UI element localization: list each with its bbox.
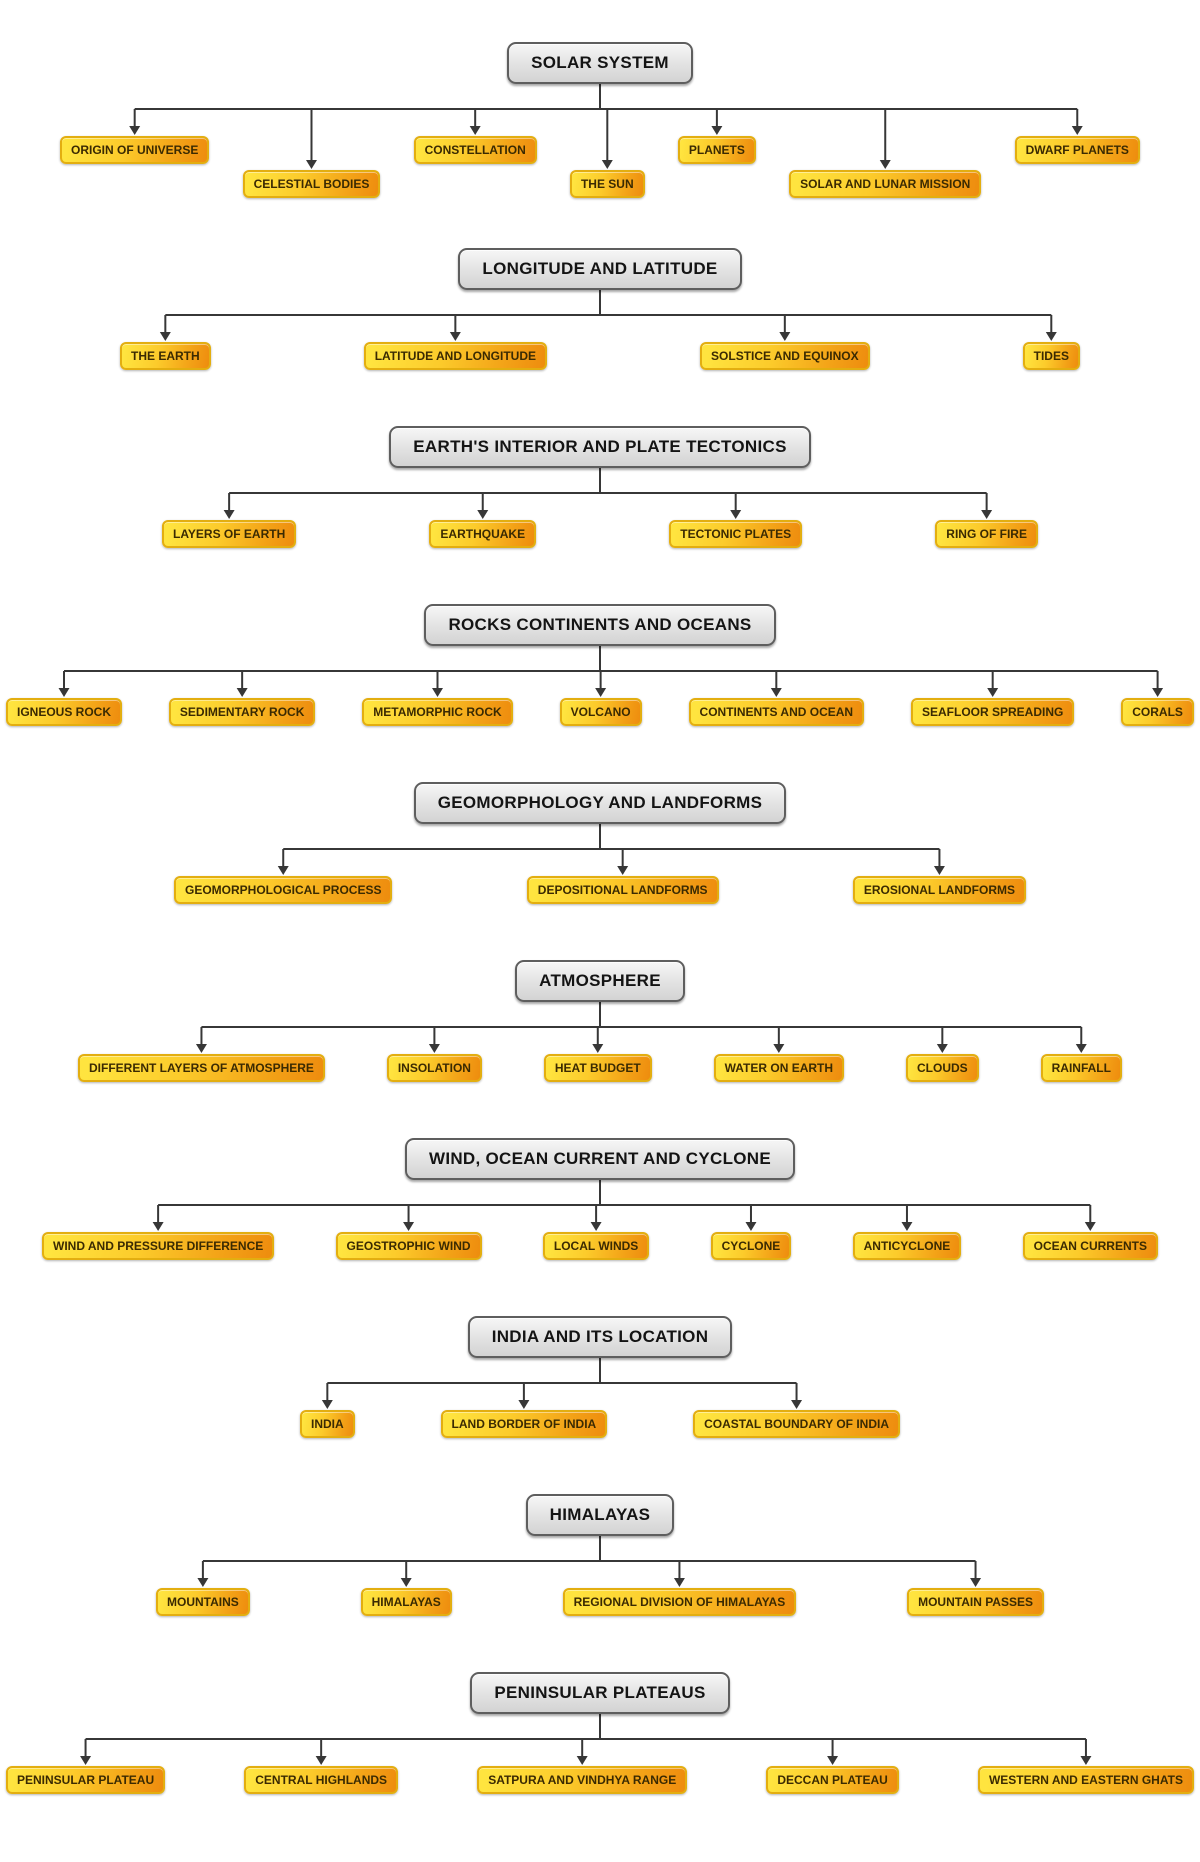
subtopic-deccan-plateau[interactable]: DECCAN PLATEAU <box>766 1766 898 1794</box>
subtopic-satpura-and-vindhya-range[interactable]: SATPURA AND VINDHYA RANGE <box>477 1766 687 1794</box>
topic-header-atmosphere[interactable]: ATMOSPHERE <box>515 960 685 1002</box>
topic-header-wind-ocean-current-and-cyclone[interactable]: WIND, OCEAN CURRENT AND CYCLONE <box>405 1138 795 1180</box>
subtopic-ring-of-fire[interactable]: RING OF FIRE <box>935 520 1038 548</box>
subtopic-constellation[interactable]: CONSTELLATION <box>414 136 537 164</box>
subtopic-land-border-of-india[interactable]: LAND BORDER OF INDIA <box>441 1410 608 1438</box>
subtopic-peninsular-plateau[interactable]: PENINSULAR PLATEAU <box>6 1766 165 1794</box>
section-longitude-and-latitude <box>0 248 1200 370</box>
concept-map <box>0 42 1200 1794</box>
subtopics-row <box>120 342 1080 370</box>
subtopic-the-earth[interactable]: THE EARTH <box>120 342 211 370</box>
subtopics-row <box>78 1054 1122 1082</box>
subtopic-heat-budget[interactable]: HEAT BUDGET <box>544 1054 652 1082</box>
subtopic-local-winds[interactable]: LOCAL WINDS <box>543 1232 649 1260</box>
subtopics-row <box>174 876 1026 904</box>
subtopic-india[interactable]: INDIA <box>300 1410 355 1438</box>
subtopic-western-and-eastern-ghats[interactable]: WESTERN AND EASTERN GHATS <box>978 1766 1194 1794</box>
subtopic-regional-division-of-himalayas[interactable]: REGIONAL DIVISION OF HIMALAYAS <box>563 1588 797 1616</box>
topic-header-himalayas[interactable]: HIMALAYAS <box>526 1494 675 1536</box>
subtopic-metamorphic-rock[interactable]: METAMORPHIC ROCK <box>362 698 512 726</box>
subtopic-the-sun[interactable]: THE SUN <box>570 170 645 198</box>
subtopic-cyclone[interactable]: CYCLONE <box>711 1232 792 1260</box>
section-rocks-continents-and-oceans <box>0 604 1200 726</box>
subtopic-geomorphological-process[interactable]: GEOMORPHOLOGICAL PROCESS <box>174 876 392 904</box>
subtopic-solstice-and-equinox[interactable]: SOLSTICE AND EQUINOX <box>700 342 870 370</box>
subtopic-dwarf-planets[interactable]: DWARF PLANETS <box>1015 136 1140 164</box>
topic-header-rocks-continents-and-oceans[interactable]: ROCKS CONTINENTS AND OCEANS <box>424 604 775 646</box>
subtopic-igneous-rock[interactable]: IGNEOUS ROCK <box>6 698 122 726</box>
subtopic-planets[interactable]: PLANETS <box>678 136 756 164</box>
subtopic-geostrophic-wind[interactable]: GEOSTROPHIC WIND <box>336 1232 482 1260</box>
subtopic-volcano[interactable]: VOLCANO <box>560 698 642 726</box>
section-atmosphere <box>0 960 1200 1082</box>
subtopic-celestial-bodies[interactable]: CELESTIAL BODIES <box>243 170 381 198</box>
subtopic-corals[interactable]: CORALS <box>1121 698 1194 726</box>
subtopic-layers-of-earth[interactable]: LAYERS OF EARTH <box>162 520 296 548</box>
subtopics-row <box>300 1410 900 1438</box>
subtopic-tides[interactable]: TIDES <box>1023 342 1080 370</box>
subtopic-continents-and-ocean[interactable]: CONTINENTS AND OCEAN <box>689 698 865 726</box>
subtopic-erosional-landforms[interactable]: EROSIONAL LANDFORMS <box>853 876 1026 904</box>
subtopics-row <box>162 520 1038 548</box>
subtopic-coastal-boundary-of-india[interactable]: COASTAL BOUNDARY OF INDIA <box>693 1410 900 1438</box>
subtopic-insolation[interactable]: INSOLATION <box>387 1054 482 1082</box>
section-earth-s-interior-and-plate-tectonics <box>0 426 1200 548</box>
subtopic-sedimentary-rock[interactable]: SEDIMENTARY ROCK <box>169 698 315 726</box>
section-peninsular-plateaus <box>0 1672 1200 1794</box>
subtopic-tectonic-plates[interactable]: TECTONIC PLATES <box>669 520 802 548</box>
subtopic-wind-and-pressure-difference[interactable]: WIND AND PRESSURE DIFFERENCE <box>42 1232 274 1260</box>
subtopic-anticyclone[interactable]: ANTICYCLONE <box>853 1232 962 1260</box>
subtopic-solar-and-lunar-mission[interactable]: SOLAR AND LUNAR MISSION <box>789 170 981 198</box>
subtopic-depositional-landforms[interactable]: DEPOSITIONAL LANDFORMS <box>527 876 719 904</box>
subtopic-ocean-currents[interactable]: OCEAN CURRENTS <box>1023 1232 1158 1260</box>
topic-header-peninsular-plateaus[interactable]: PENINSULAR PLATEAUS <box>470 1672 729 1714</box>
section-solar-system <box>0 42 1200 198</box>
subtopic-water-on-earth[interactable]: WATER ON EARTH <box>714 1054 844 1082</box>
topic-header-earth-s-interior-and-plate-tectonics[interactable]: EARTH'S INTERIOR AND PLATE TECTONICS <box>389 426 810 468</box>
section-geomorphology-and-landforms <box>0 782 1200 904</box>
section-india-and-its-location <box>0 1316 1200 1438</box>
subtopics-row <box>6 698 1194 726</box>
section-wind-ocean-current-and-cyclone <box>0 1138 1200 1260</box>
subtopics-row <box>60 136 1140 198</box>
subtopic-latitude-and-longitude[interactable]: LATITUDE AND LONGITUDE <box>364 342 547 370</box>
topic-header-geomorphology-and-landforms[interactable]: GEOMORPHOLOGY AND LANDFORMS <box>414 782 787 824</box>
topic-header-longitude-and-latitude[interactable]: LONGITUDE AND LATITUDE <box>458 248 741 290</box>
subtopic-origin-of-universe[interactable]: ORIGIN OF UNIVERSE <box>60 136 209 164</box>
subtopics-row <box>6 1766 1194 1794</box>
section-himalayas <box>0 1494 1200 1616</box>
subtopic-seafloor-spreading[interactable]: SEAFLOOR SPREADING <box>911 698 1074 726</box>
subtopic-himalayas[interactable]: HIMALAYAS <box>361 1588 452 1616</box>
topic-header-solar-system[interactable]: SOLAR SYSTEM <box>507 42 693 84</box>
subtopic-mountains[interactable]: MOUNTAINS <box>156 1588 250 1616</box>
subtopic-central-highlands[interactable]: CENTRAL HIGHLANDS <box>244 1766 398 1794</box>
subtopics-row <box>42 1232 1158 1260</box>
subtopic-rainfall[interactable]: RAINFALL <box>1041 1054 1122 1082</box>
subtopic-earthquake[interactable]: EARTHQUAKE <box>429 520 536 548</box>
subtopic-different-layers-of-atmosphere[interactable]: DIFFERENT LAYERS OF ATMOSPHERE <box>78 1054 325 1082</box>
subtopic-clouds[interactable]: CLOUDS <box>906 1054 979 1082</box>
topic-header-india-and-its-location[interactable]: INDIA AND ITS LOCATION <box>468 1316 733 1358</box>
subtopic-mountain-passes[interactable]: MOUNTAIN PASSES <box>907 1588 1044 1616</box>
subtopics-row <box>156 1588 1044 1616</box>
